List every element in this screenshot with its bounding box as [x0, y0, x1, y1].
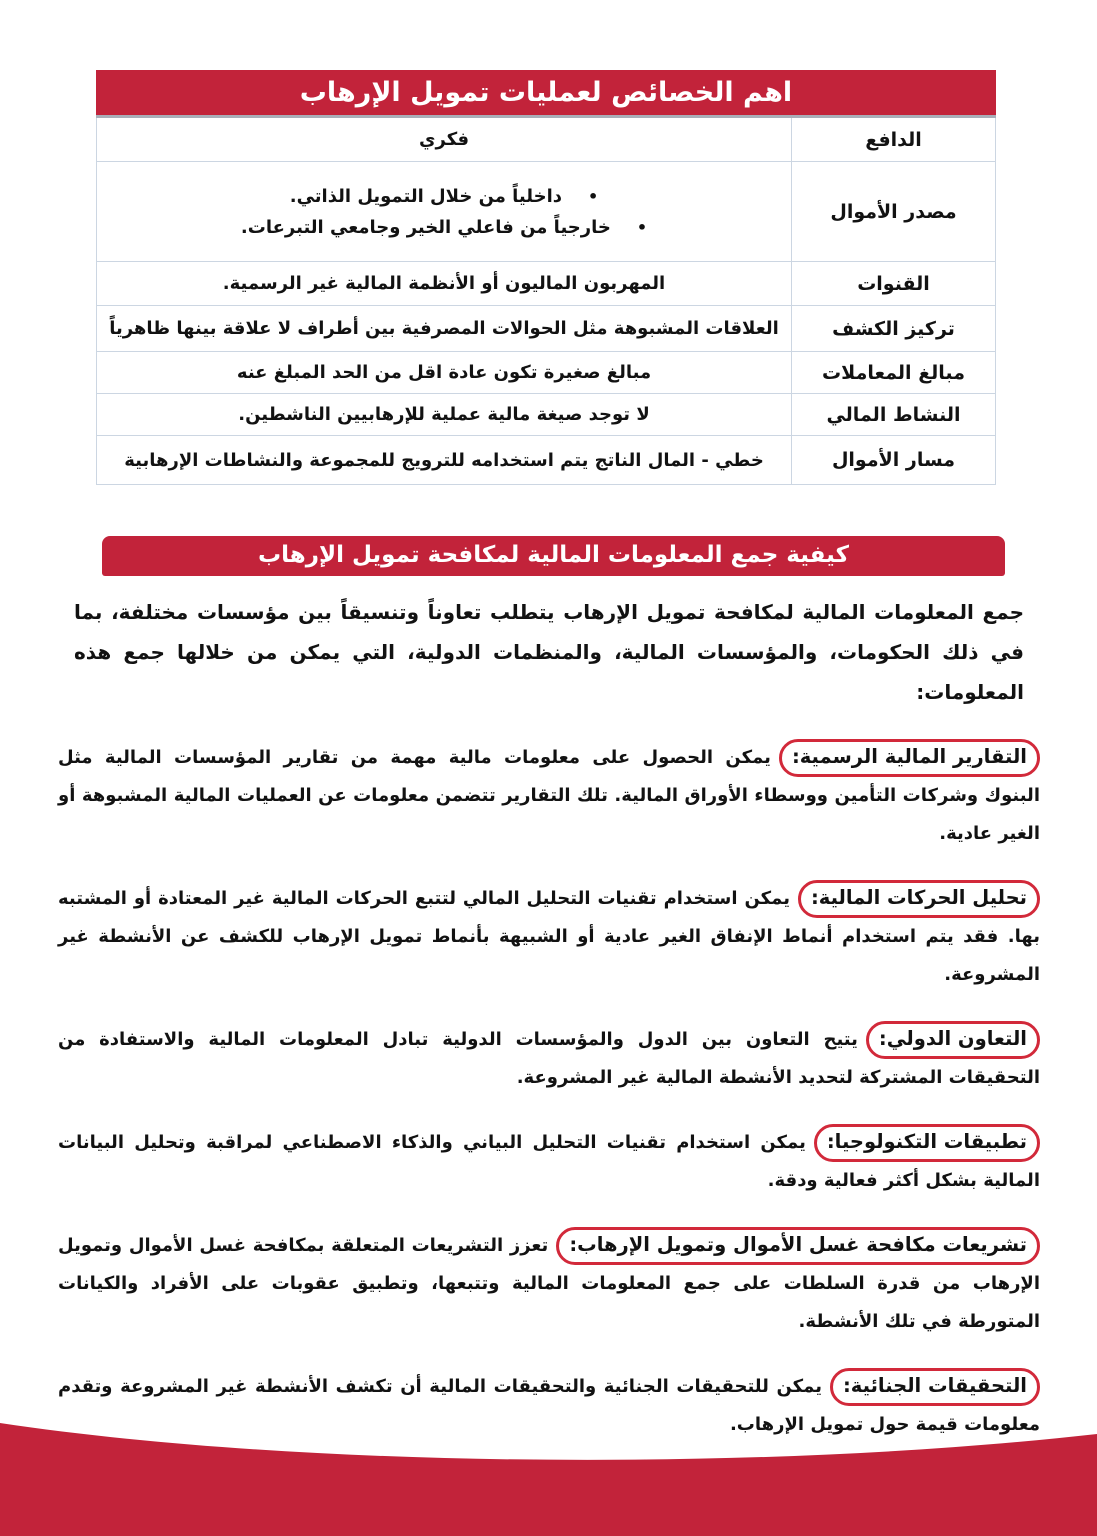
row-label: مبالغ المعاملات — [791, 352, 995, 393]
item-heading-oval: تشريعات مكافحة غسل الأموال وتمويل الإرهاب: — [556, 1227, 1040, 1265]
section-intro: جمع المعلومات المالية لمكافحة تمويل الإرهاب يتطلب تعاوناً وتنسيقاً بين مؤسسات مختلفة، بما في ذلك الحكومات، والمؤسسات المالية، والمنظمات الدولية، التي يمكن من خلالها جمع هذه المعلومات: — [74, 600, 1024, 704]
item-body: يمكن الحصول على معلومات مالية مهمة من تقارير المؤسسات المالية مثل البنوك وشركات التأمين ووسطاء الأوراق المالية. تلك التقارير تتضمن معلومات عن العمليات المالية المشبوهة أو الغير عادية. — [58, 747, 1040, 844]
table-row — [97, 306, 995, 352]
item-heading-oval: تحليل الحركات المالية: — [798, 880, 1040, 918]
info-item — [58, 739, 1040, 853]
bullet-text: خارجياً من فاعلي الخير وجامعي التبرعات. — [240, 216, 611, 238]
section-title-banner: كيفية جمع المعلومات المالية لمكافحة تمويل الإرهاب — [102, 536, 1005, 576]
bullet-icon: • — [588, 186, 599, 206]
info-item — [58, 880, 1040, 994]
bullet-line — [241, 217, 647, 238]
row-value: لا توجد صيغة مالية عملية للإرهابيين الناشطين. — [238, 404, 650, 425]
characteristics-table — [96, 70, 996, 485]
table-row — [97, 394, 995, 436]
item-body: يمكن استخدام تقنيات التحليل المالي لتتبع الحركات المالية غير المعتادة أو المشتبه بها. فقد يتم استخدام أنماط الإنفاق الغير عادية أو الشبيهة بأنماط تمويل الإرهاب للكشف عن الأنشطة غير المشروعة. — [58, 888, 1040, 985]
row-value: فكري — [419, 129, 469, 150]
row-value: المهربون الماليون أو الأنظمة المالية غير الرسمية. — [222, 273, 666, 294]
row-label: الدافع — [791, 118, 995, 161]
row-label: القنوات — [791, 262, 995, 305]
item-heading-oval: التقارير المالية الرسمية: — [779, 739, 1040, 777]
section-content — [58, 592, 1040, 1536]
row-value: مبالغ صغيرة تكون عادة اقل من الحد المبلغ عنه — [236, 362, 652, 383]
footer-wave-decoration — [0, 1420, 1097, 1536]
row-label: مسار الأموال — [791, 436, 995, 484]
row-value: العلاقات المشبوهة مثل الحوالات المصرفية بين أطراف لا علاقة بينها ظاهرياً — [109, 318, 779, 339]
bullet-line — [290, 186, 599, 207]
item-body: تعزز التشريعات المتعلقة بمكافحة غسل الأموال وتمويل الإرهاب من قدرة السلطات على جمع المعلومات المالية وتتبعها، وتطبيق عقوبات على الأفراد والكيانات المتورطة في تلك الأنشطة. — [58, 1235, 1040, 1332]
item-body: يتيح التعاون بين الدول والمؤسسات الدولية تبادل المعلومات المالية والاستفادة من التحقيقات المشتركة لتحديد الأنشطة المالية غير المشروعة. — [58, 1029, 1040, 1088]
row-value: خطي - المال الناتج يتم استخدامه للترويج للمجموعة والنشاطات الإرهابية — [124, 449, 764, 471]
table-row — [97, 436, 995, 484]
item-body: يمكن للتحقيقات الجنائية والتحقيقات المالية أن تكشف الأنشطة غير المشروعة وتقدم معلومات قيمة حول تمويل الإرهاب. — [58, 1376, 1040, 1435]
row-label: مصدر الأموال — [791, 162, 995, 261]
item-body: يمكن استخدام تقنيات التحليل البياني والذكاء الاصطناعي لمراقبة وتحليل البيانات المالية بشكل أكثر فعالية ودقة. — [58, 1132, 1040, 1191]
bullet-text: داخلياً من خلال التمويل الذاتي. — [289, 185, 563, 207]
table-body — [96, 118, 996, 485]
item-heading-oval: التحقيقات الجنائية: — [830, 1368, 1040, 1406]
item-heading-oval: التعاون الدولي: — [866, 1021, 1040, 1059]
table-row — [97, 262, 995, 306]
table-row — [97, 118, 995, 162]
bullet-icon: • — [636, 217, 648, 237]
table-row — [97, 162, 995, 262]
table-title: اهم الخصائص لعمليات تمويل الإرهاب — [96, 70, 996, 118]
info-item — [58, 1227, 1040, 1341]
item-heading-oval: تطبيقات التكنولوجيا: — [814, 1124, 1040, 1162]
row-value — [97, 162, 791, 261]
table-row — [97, 352, 995, 394]
info-item — [58, 1124, 1040, 1200]
row-label: تركيز الكشف — [791, 306, 995, 351]
info-item — [58, 1021, 1040, 1097]
row-label: النشاط المالي — [791, 394, 995, 435]
